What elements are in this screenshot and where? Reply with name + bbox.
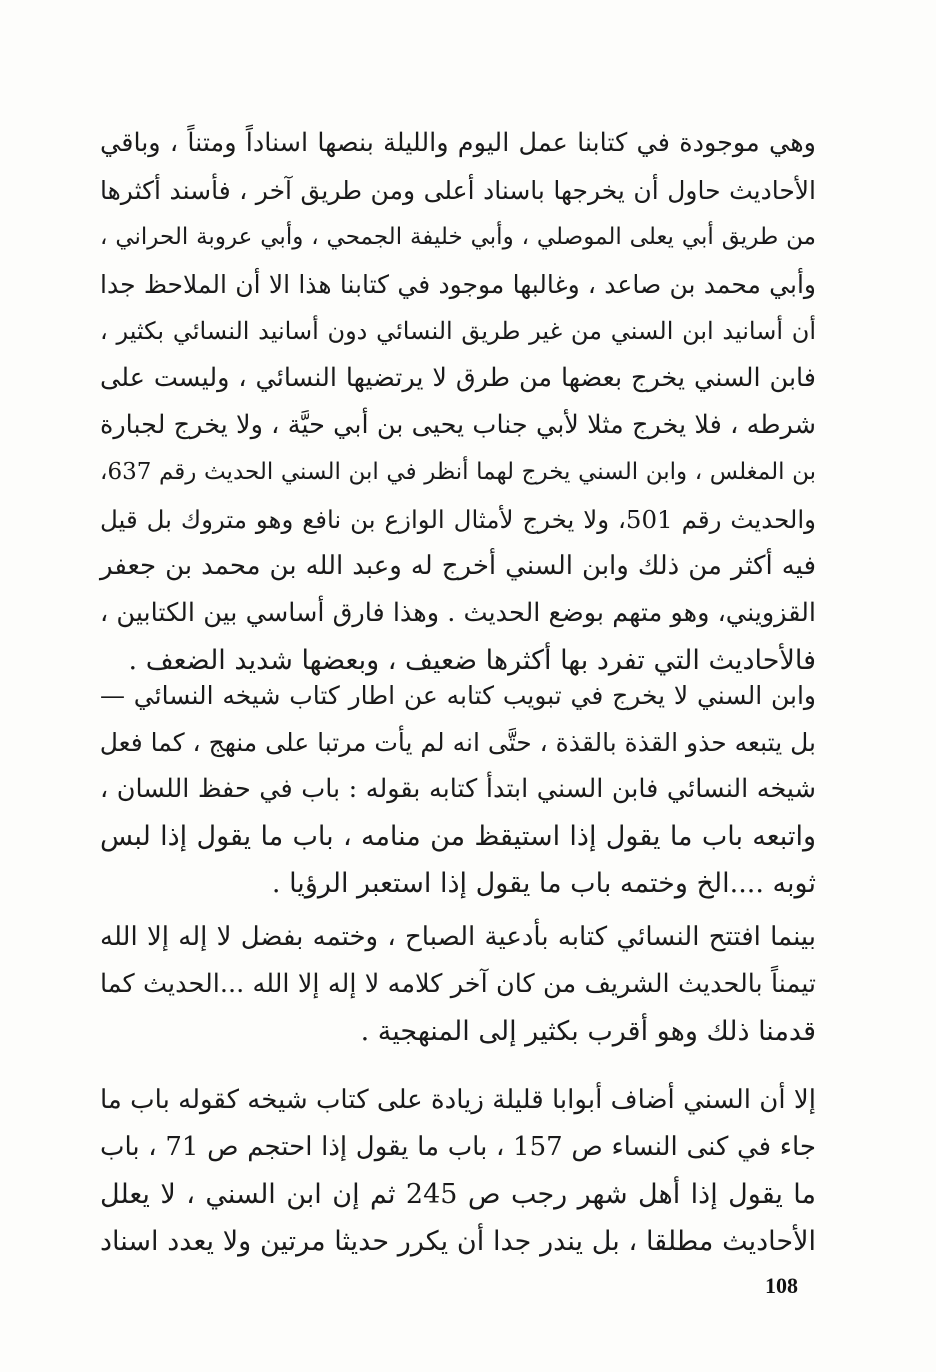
text-line: الأحاديث حاول أن يخرجها باسناد أعلى ومن طريق آخر ، فأسند أكثرها (100, 176, 816, 205)
text-line: بن المغلس ، وابن السني يخرج لهما أنظر في ابن السني الحديث رقم 637، (100, 459, 816, 485)
text-line: إلا أن السني أضاف أبوابا قليلة زيادة على كتاب شيخه كقوله باب ما (100, 1085, 816, 1115)
text-line: فيه أكثر من ذلك وابن السني أخرج له وعبد الله بن محمد بن جعفر (100, 551, 816, 581)
page-number: 108 (765, 1273, 798, 1298)
text-line: فابن السني يخرج بعضها من طرق لا يرتضيها النسائي ، وليست على (100, 363, 816, 393)
text-line: من طريق أبي يعلى الموصلي ، وأبي خليفة الجمحي ، وأبي عروبة الحراني ، (100, 224, 816, 250)
text-line: قدمنا ذلك وهو أقرب بكثير إلى المنهجية . (360, 1016, 816, 1047)
text-line: والحديث رقم 501، ولا يخرج لأمثال الوازع بن نافع وهو متروك بل قيل (100, 505, 816, 534)
text-line: جاء في كنى النساء ص 157 ، باب ما يقول إذا احتجم ص 71 ، باب (100, 1132, 816, 1162)
text-line: ثوبه ....الخ وختمه باب ما يقول إذا استعبر الرؤيا . (271, 868, 816, 899)
text-line: بينما افتتح النسائي كتابه بأدعية الصباح ، وختمه بفضل لا إله إلا الله (100, 922, 816, 952)
paragraph-2 (100, 672, 816, 907)
text-line: شيخه النسائي فابن السني ابتدأ كتابه بقوله : باب في حفظ اللسان ، (100, 774, 816, 804)
text-line: فالأحاديث التي تفرد بها أكثرها ضعيف ، وبعضها شديد الضعف . (128, 645, 816, 676)
text-line: بل يتبعه حذو القذة بالقذة ، حتَّى انه لم يأت مرتبا على منهج ، كما فعل (99, 728, 816, 757)
text-line: واتبعه باب ما يقول إذا استيقظ من منامه ، باب ما يقول إذا لبس (100, 821, 816, 852)
text-line: شرطه ، فلا يخرج مثلا لأبي جناب يحيى بن أبي حيَّة ، ولا يخرج لجبارة (100, 410, 816, 440)
text-line: أن أسانيد ابن السني من غير طريق النسائي دون أسانيد النسائي بكثير ، (100, 317, 816, 345)
paragraph-4 (100, 1077, 816, 1265)
text-line: ما يقول إذا أهل شهر رجب ص 245 ثم إن ابن السني ، لا يعلل (100, 1179, 816, 1210)
text-line: وأبي محمد بن صاعد ، وغالبها موجود في كتابنا هذا الا أن الملاحظ جدا (100, 270, 816, 299)
text-line: وابن السني لا يخرج في تبويب كتابه عن اطار كتاب شيخه النسائي — (100, 681, 816, 710)
paragraph-1 (100, 120, 816, 684)
text-line: وهي موجودة في كتابنا عمل اليوم والليلة بنصها اسناداً ومتناً ، وباقي (100, 128, 816, 158)
paragraph-3 (100, 914, 816, 1055)
text-line: تيمناً بالحديث الشريف من كان آخر كلامه لا إله إلا الله ...الحديث كما (100, 969, 816, 999)
text-line: القزويني، وهو متهم بوضع الحديث . وهذا فارق أساسي بين الكتابين ، (100, 598, 816, 628)
text-line: الأحاديث مطلقا ، بل يندر جدا أن يكرر حديثا مرتين ولا يعدد اسناد (100, 1226, 816, 1257)
